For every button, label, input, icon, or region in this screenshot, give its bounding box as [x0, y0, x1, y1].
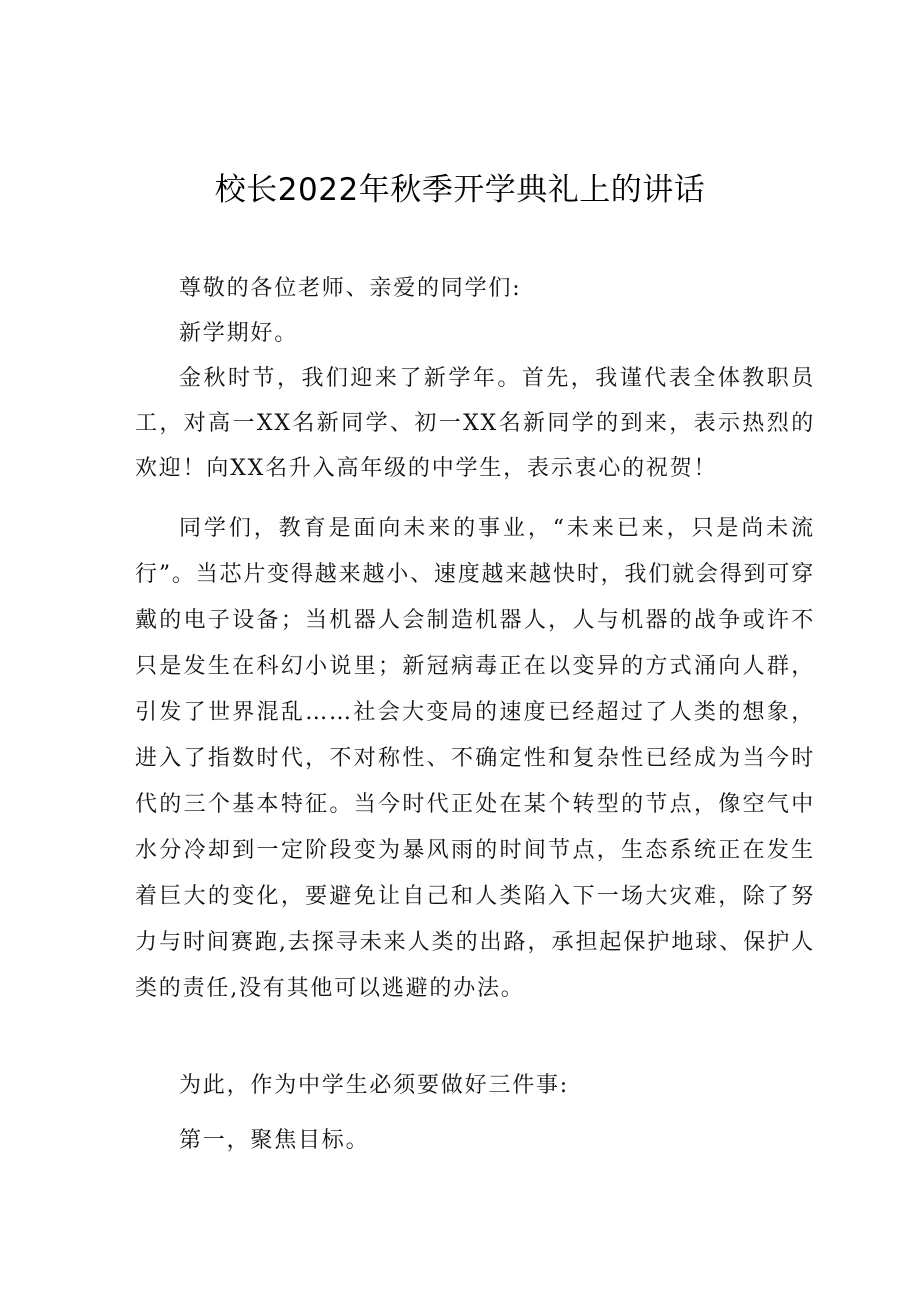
paragraph-three-things: 为此，作为中学生必须要做好三件事: — [179, 1073, 570, 1098]
paragraph-future: 同学们，教育是面向未来的事业，“未来已来，只是尚未流行”。当芯片变得越来越小、速度越来越快时，我们就会得到可穿戴的电子设备；当机器人会制造机器人，人与机器的战争或许不只是发生在科幻小说里；新冠病毒正在以变异的方式涌向人群，引发了世界混乱……社会大变局的速度已经超过了人类的想象，进入了指数时代，不对称性、不确定性和复杂性已经成为当今时代的三个基本特征。当今时代正处在某个转型的节点，像空气中水分冷却到一定阶段变为暴风雨的时间节点，生态系统正在发生着巨大的变化，要避免让自己和人类陷入下一场大灾难，除了努力与时间赛跑,去探寻未来人类的出路，承担起保护地球、保护人类的责任,没有其他可以逃避的办法。 — [135, 516, 815, 1001]
paragraph-salutation: 尊敬的各位老师、亲爱的同学们: — [179, 276, 522, 301]
document-title: 校长2022年秋季开学典礼上的讲话 — [214, 172, 706, 208]
paragraph-welcome: 金秋时节，我们迎来了新学年。首先，我谨代表全体教职员工，对高一XX名新同学、初一XX名新同学的到来，表示热烈的欢迎！向XX名升入高年级的中学生，表示衷心的祝贺！ — [135, 366, 815, 481]
paragraph-first-point: 第一，聚焦目标。 — [179, 1128, 370, 1153]
paragraph-greeting: 新学期好。 — [179, 321, 299, 346]
